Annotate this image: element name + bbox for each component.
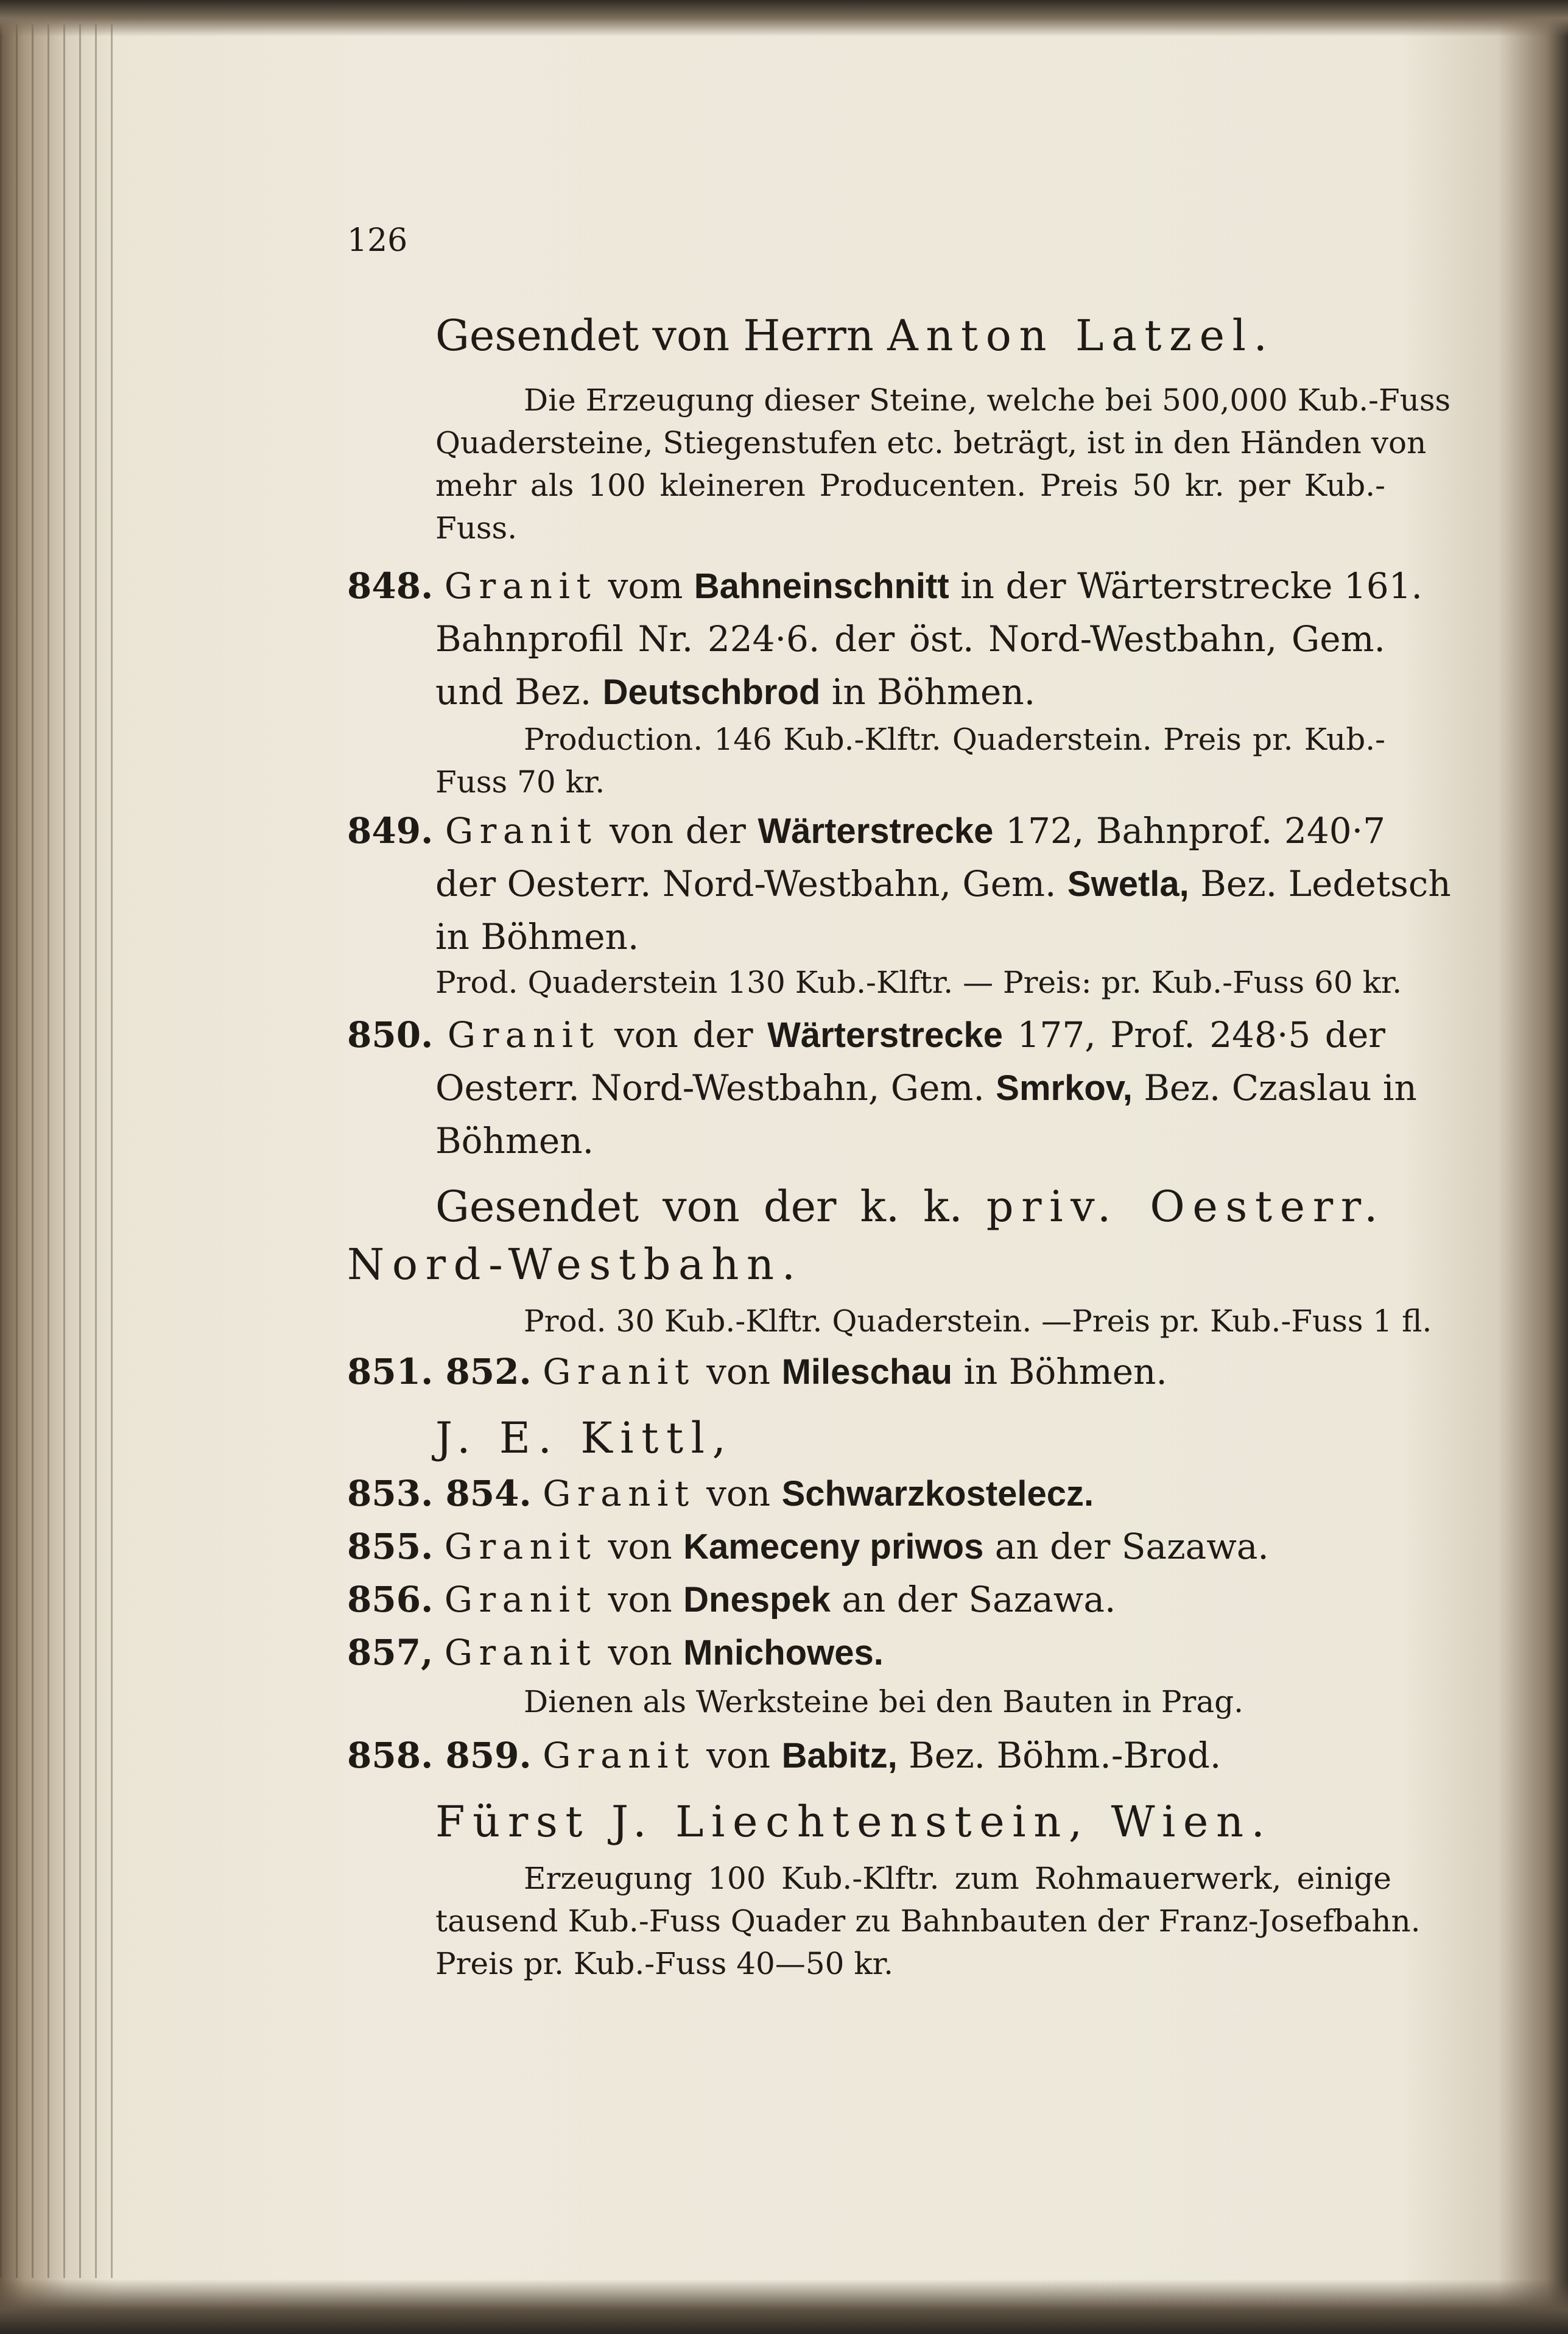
note-line: Preis pr. Kub.-Fuss 40—50 kr. bbox=[435, 1946, 893, 1981]
catalog-entry-855 bbox=[347, 1526, 1269, 1567]
note-line: Production. 146 Kub.-Klftr. Quaderstein. Preis pr. Kub.- bbox=[524, 722, 1385, 757]
entry-text: an der Sazawa. bbox=[994, 1526, 1269, 1567]
entry-text: in der Wärterstrecke 161. bbox=[960, 565, 1422, 607]
entry-material: Granit bbox=[444, 1632, 597, 1673]
entry-place: Smrkov, bbox=[996, 1068, 1133, 1108]
section-heading-liechtenstein: Fürst J. Liechtenstein, Wien. bbox=[435, 1797, 1273, 1847]
entry-text: von bbox=[706, 1473, 771, 1514]
catalog-entry-849 bbox=[347, 810, 1385, 851]
entry-material: Granit bbox=[543, 1735, 695, 1776]
entry-text: in Böhmen. bbox=[963, 1351, 1167, 1392]
entry-number: 858. 859. bbox=[347, 1735, 532, 1776]
note-line: tausend Kub.-Fuss Quader zu Bahnbauten der Franz-Josefbahn. bbox=[435, 1903, 1421, 1939]
entry-number: 856. bbox=[347, 1579, 434, 1620]
catalog-entry-853-854 bbox=[347, 1473, 1094, 1514]
entry-number: 848. bbox=[347, 565, 434, 607]
catalog-entry-857 bbox=[347, 1632, 884, 1673]
entry-text: 172, Bahnprof. 240·7 bbox=[1005, 810, 1386, 851]
note-line: Prod. Quaderstein 130 Kub.-Klftr. — Preis: pr. Kub.-Fuss 60 kr. bbox=[435, 965, 1402, 1000]
entry-material: Granit bbox=[444, 1526, 597, 1567]
catalog-entry-848 bbox=[347, 565, 1422, 607]
entry-text: in Böhmen. bbox=[831, 671, 1036, 713]
entry-line: Böhmen. bbox=[435, 1120, 594, 1162]
entry-place: Wärterstrecke bbox=[767, 1015, 1003, 1055]
section-heading-nordwestbahn-line2: Nord-Westbahn. bbox=[347, 1239, 803, 1289]
note-line: Die Erzeugung dieser Steine, welche bei 500,000 Kub.-Fuss bbox=[524, 383, 1451, 418]
entry-text: von bbox=[608, 1526, 672, 1567]
note-line: Prod. 30 Kub.-Klftr. Quaderstein. —Preis pr. Kub.-Fuss 1 fl. bbox=[524, 1303, 1432, 1339]
entry-place: Wärterstrecke bbox=[758, 811, 994, 851]
entry-place: Swetla, bbox=[1067, 864, 1189, 904]
entry-text: vom bbox=[608, 565, 683, 607]
entry-line bbox=[435, 1067, 1417, 1109]
catalog-entry-850 bbox=[347, 1014, 1385, 1056]
heading-name: Anton Latzel. bbox=[887, 311, 1275, 361]
entry-text: Oesterr. Nord-Westbahn, Gem. bbox=[435, 1067, 985, 1109]
entry-text: von bbox=[706, 1735, 771, 1776]
entry-material: Granit bbox=[543, 1473, 695, 1514]
entry-text: Bez. Ledetsch bbox=[1200, 863, 1451, 904]
entry-material: Granit bbox=[447, 1014, 600, 1056]
note-line: Dienen als Werksteine bei den Bauten in Prag. bbox=[524, 1684, 1244, 1719]
heading-name: priv. Oesterr. bbox=[986, 1182, 1385, 1232]
entry-number: 851. 852. bbox=[347, 1351, 532, 1392]
entry-number: 857, bbox=[347, 1632, 434, 1673]
entry-text: und Bez. bbox=[435, 671, 592, 713]
entry-number: 855. bbox=[347, 1526, 434, 1567]
catalog-entry-858-859 bbox=[347, 1735, 1221, 1776]
entry-material: Granit bbox=[444, 1579, 597, 1620]
entry-line: Bahnprofil Nr. 224·6. der öst. Nord-Westbahn, Gem. bbox=[435, 618, 1385, 660]
note-line: Quadersteine, Stiegenstufen etc. beträgt, ist in den Händen von bbox=[435, 425, 1427, 460]
entry-number: 853. 854. bbox=[347, 1473, 532, 1514]
note-line: Fuss 70 kr. bbox=[435, 764, 605, 800]
entry-text: von bbox=[608, 1632, 672, 1673]
note-line: Fuss. bbox=[435, 510, 518, 546]
section-heading-kittl: J. E. Kittl, bbox=[435, 1413, 734, 1463]
entry-text: an der Sazawa. bbox=[842, 1579, 1116, 1620]
heading-prefix: Gesendet von der k. k. bbox=[435, 1182, 963, 1232]
entry-text: 177, Prof. 248·5 der bbox=[1017, 1014, 1385, 1056]
heading-prefix: Gesendet von Herrn bbox=[435, 311, 874, 361]
note-line: Erzeugung 100 Kub.-Klftr. zum Rohmauerwerk, einige bbox=[524, 1861, 1391, 1896]
entry-line bbox=[435, 863, 1451, 904]
entry-text: von bbox=[706, 1351, 771, 1392]
entry-place: Dnespek bbox=[683, 1580, 831, 1620]
entry-text: der Oesterr. Nord-Westbahn, Gem. bbox=[435, 863, 1056, 904]
entry-text: von bbox=[608, 1579, 672, 1620]
entry-material: Granit bbox=[445, 810, 598, 851]
section-heading-latzel bbox=[435, 311, 1275, 361]
entry-line: in Böhmen. bbox=[435, 916, 639, 957]
entry-place: Bahneinschnitt bbox=[694, 566, 949, 606]
catalog-entry-851-852 bbox=[347, 1351, 1167, 1392]
entry-place: Deutschbrod bbox=[602, 672, 821, 712]
catalog-entry-856 bbox=[347, 1579, 1116, 1620]
entry-text: von der bbox=[614, 1014, 753, 1056]
entry-text: Bez. Czaslau in bbox=[1144, 1067, 1417, 1109]
entry-material: Granit bbox=[543, 1351, 695, 1392]
page-number: 126 bbox=[347, 222, 408, 259]
note-line: mehr als 100 kleineren Producenten. Preis 50 kr. per Kub.- bbox=[435, 468, 1385, 503]
entry-text: Bez. Böhm.-Brod. bbox=[909, 1735, 1222, 1776]
entry-number: 849. bbox=[347, 810, 434, 851]
entry-place: Babitz, bbox=[781, 1736, 898, 1775]
entry-material: Granit bbox=[444, 565, 597, 607]
entry-place: Mnichowes. bbox=[683, 1633, 884, 1673]
entry-text: von der bbox=[610, 810, 746, 851]
entry-line bbox=[435, 671, 1035, 713]
section-heading-nordwestbahn bbox=[435, 1182, 1385, 1232]
entry-place: Schwarzkostelecz. bbox=[781, 1474, 1094, 1514]
entry-number: 850. bbox=[347, 1014, 434, 1056]
entry-place: Kameceny priwos bbox=[683, 1527, 984, 1567]
entry-place: Mileschau bbox=[781, 1352, 953, 1392]
